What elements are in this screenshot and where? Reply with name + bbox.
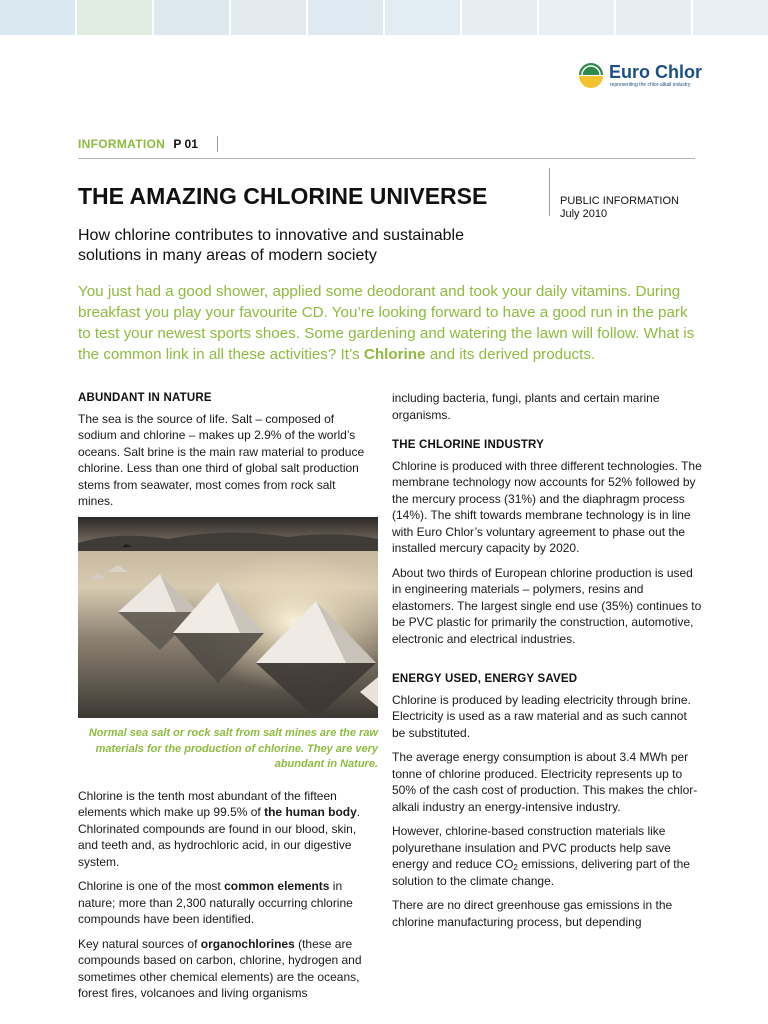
header-color-band bbox=[0, 0, 768, 35]
band-segment bbox=[385, 0, 462, 35]
photo-caption: Normal sea salt or rock salt from salt mines are the raw materials for the production of chlorine. They are very abundant in Nature. bbox=[88, 727, 378, 770]
text-run: in nature; more than 2,300 naturally occurring chlorine compounds have been identified. bbox=[78, 879, 353, 926]
paragraph-human-body bbox=[78, 788, 374, 871]
paragraph-construction-materials bbox=[392, 823, 702, 889]
header-rule bbox=[78, 158, 695, 159]
euro-chlor-logo bbox=[576, 60, 706, 96]
paragraph-engineering-materials: About two thirds of European chlorine production is used in engineering materials – polymers, resins and elastomers. The largest single end use (35%) continues to be PVC plastic for primarily the construction, automotive, electronic and electrical industries. bbox=[392, 565, 702, 646]
text-emphasis: common elements bbox=[224, 879, 330, 893]
logo-emblem-icon bbox=[576, 60, 606, 90]
band-segment bbox=[462, 0, 539, 35]
paragraph-electricity: Chlorine is produced by leading electricity through brine. Electricity is used as a raw material and as such cannot be substituted. bbox=[392, 692, 691, 740]
paragraph-organochlorines bbox=[78, 936, 374, 1002]
publication-date: July 2010 bbox=[560, 208, 608, 220]
document-info-line bbox=[78, 137, 198, 151]
salt-pyramids-photo bbox=[78, 517, 378, 718]
section-heading-abundant: ABUNDANT IN NATURE bbox=[78, 392, 212, 404]
text-run: However, chlorine-based construction materials like polyurethane insulation and PVC products help save energy and reduce CO bbox=[392, 824, 671, 871]
section-heading-industry: THE CHLORINE INDUSTRY bbox=[392, 439, 544, 451]
intro-highlight: Chlorine bbox=[363, 346, 426, 363]
paragraph-energy-consumption: The average energy consumption is about 3.4 MWh per tonne of chlorine produced. Electricity represents up to 50% of the cash cost of production. This makes the chlor-alkali industry an energy-intensive industry. bbox=[392, 750, 698, 814]
information-label: INFORMATION bbox=[78, 137, 166, 151]
text-emphasis: the human body bbox=[264, 805, 357, 819]
text-run: Chlorine is the tenth most abundant of the fifteen elements which make up 99.5% of bbox=[78, 788, 337, 819]
intro-paragraph bbox=[78, 281, 703, 365]
page-title: THE AMAZING CHLORINE UNIVERSE bbox=[78, 183, 488, 209]
right-column bbox=[392, 390, 702, 938]
text-run: (these are compounds based on carbon, chlorine, hydrogen and sometimes other chemical elements) are the oceans, forest fires, volcanoes and living organisms bbox=[78, 936, 362, 1000]
band-segment bbox=[616, 0, 693, 35]
info-divider bbox=[217, 136, 218, 152]
band-segment bbox=[308, 0, 385, 35]
section-heading-energy: ENERGY USED, ENERGY SAVED bbox=[392, 673, 578, 685]
paragraph-marine-organisms: including bacteria, fungi, plants and certain marine organisms. bbox=[392, 391, 660, 422]
logo-name: Euro Chlor bbox=[609, 62, 702, 82]
band-segment bbox=[693, 0, 768, 35]
paragraph-greenhouse-emissions: There are no direct greenhouse gas emissions in the chlorine manufacturing process, but depending bbox=[392, 898, 673, 929]
paragraph-common-elements bbox=[78, 878, 374, 928]
text-run: Chlorine is one of the most bbox=[78, 879, 225, 893]
band-segment bbox=[77, 0, 154, 35]
text-run: emissions, delivering part of the solution to the climate change. bbox=[392, 857, 690, 888]
band-segment bbox=[231, 0, 308, 35]
document-number: P 01 bbox=[173, 137, 198, 151]
text-emphasis: organochlorines bbox=[200, 936, 295, 951]
band-segment bbox=[539, 0, 616, 35]
title-divider bbox=[549, 168, 550, 216]
paragraph-technologies: Chlorine is produced with three different technologies. The membrane technology now accounts for 52% followed by the mercury process (31%) and the diaphragm process (14%). The shift towards membrane technology is in line with Euro Chlor’s voluntary agreement to phase out the installed mercury capacity by 2020. bbox=[392, 458, 702, 555]
publication-info bbox=[560, 195, 679, 221]
band-segment bbox=[0, 0, 77, 35]
public-information-label: PUBLIC INFORMATION bbox=[560, 195, 679, 207]
logo-tagline: representing the chlor-alkali industry bbox=[610, 82, 691, 88]
text-run: Key natural sources of bbox=[78, 936, 201, 951]
page-subtitle: How chlorine contributes to innovative and sustainable solutions in many areas of modern society bbox=[78, 227, 465, 264]
co2-subscript: 2 bbox=[513, 863, 518, 872]
band-segment bbox=[154, 0, 231, 35]
text-run: . Chlorinated compounds are found in our blood, skin, and teeth and, as hydrochloric acid, in our digestive system. bbox=[78, 805, 361, 869]
intro-text-end: and its derived products. bbox=[425, 346, 596, 363]
paragraph-sea-salt: The sea is the source of life. Salt – composed of sodium and chlorine – makes up 2.9% of the world’s oceans. Salt brine is the main raw material to produce chlorine. Less than one third of global salt production stems from seawater, most comes from rock salt mines. bbox=[78, 411, 365, 508]
intro-text: You just had a good shower, applied some deodorant and took your daily vitamins. During breakfast you play your favourite CD. You’re looking forward to have a good run in the park to test your newest sports shoes. Some gardening and watering the lawn will follow. What is the common link in all these activities? It’s bbox=[78, 283, 695, 363]
